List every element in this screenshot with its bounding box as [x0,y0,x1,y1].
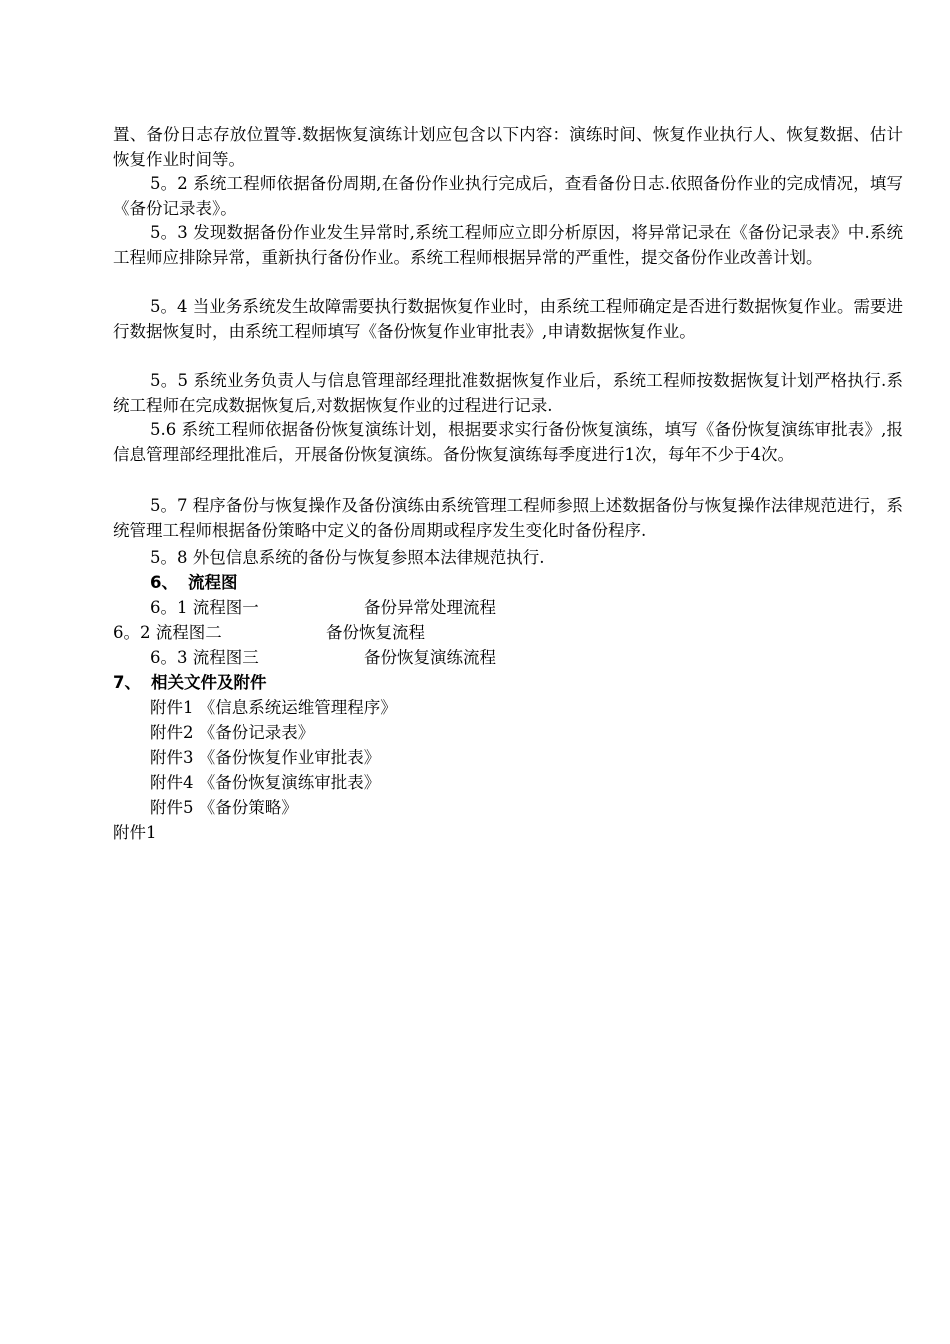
flowchart-item-number: 6。2 流程图二 [113,623,222,642]
paragraph-5-2: 5。2 系统工程师依据备份周期,在备份作业执行完成后，查看备份日志.依照备份作业的完成情况，填写《备份记录表》。 [113,174,903,218]
section-6-number: 6、 [150,573,178,592]
attachment-item-5: 附件5 《备份策略》 [150,798,298,817]
paragraph-5-3: 5。3 发现数据备份作业发生异常时,系统工程师应立即分析原因，将异常记录在《备份记录表》中.系统工程师应排除异常，重新执行备份作业。系统工程师根据异常的严重性，提交备份作业改善计划。 [113,223,903,267]
section-7-title: 相关文件及附件 [151,673,267,692]
flowchart-item-name: 备份恢复流程 [326,623,425,642]
section-6-title: 流程图 [188,573,238,592]
paragraph-5-6: 5.6 系统工程师依据备份恢复演练计划，根据要求实行备份恢复演练，填写《备份恢复演练审批表》,报信息管理部经理批准后，开展备份恢复演练。备份恢复演练每季度进行1次，每年不少于4次。 [113,420,903,464]
flowchart-item-3 [150,646,550,671]
flowchart-item-number: 6。3 流程图三 [150,648,259,667]
section-6-heading [150,571,238,596]
trailing-attachment-label: 附件1 [113,823,157,842]
flowchart-item-number: 6。1 流程图一 [150,598,259,617]
flowchart-item-2 [113,621,513,646]
flowchart-item-name: 备份恢复演练流程 [364,648,496,667]
flowchart-item-name: 备份异常处理流程 [364,598,496,617]
paragraph-5-4: 5。4 当业务系统发生故障需要执行数据恢复作业时，由系统工程师确定是否进行数据恢复作业。需要进行数据恢复时，由系统工程师填写《备份恢复作业审批表》,申请数据恢复作业。 [113,297,903,341]
attachment-item-4: 附件4 《备份恢复演练审批表》 [150,773,381,792]
paragraph-5-8: 5。8 外包信息系统的备份与恢复参照本法律规范执行. [150,548,545,567]
section-7-number: 7、 [113,673,141,692]
section-7-heading [113,671,267,696]
paragraph-5-5: 5。5 系统业务负责人与信息管理部经理批准数据恢复作业后，系统工程师按数据恢复计划严格执行.系统工程师在完成数据恢复后,对数据恢复作业的过程进行记录. [113,371,903,415]
paragraph-continuation: 置、备份日志存放位置等.数据恢复演练计划应包含以下内容：演练时间、恢复作业执行人、恢复数据、估计恢复作业时间等。 [113,125,903,169]
flowchart-item-1 [150,596,550,621]
paragraph-5-7: 5。7 程序备份与恢复操作及备份演练由系统管理工程师参照上述数据备份与恢复操作法律规范进行，系统管理工程师根据备份策略中定义的备份周期或程序发生变化时备份程序. [113,496,903,540]
attachment-item-2: 附件2 《备份记录表》 [150,723,315,742]
attachment-item-1: 附件1 《信息系统运维管理程序》 [150,698,397,717]
attachment-item-3: 附件3 《备份恢复作业审批表》 [150,748,381,767]
